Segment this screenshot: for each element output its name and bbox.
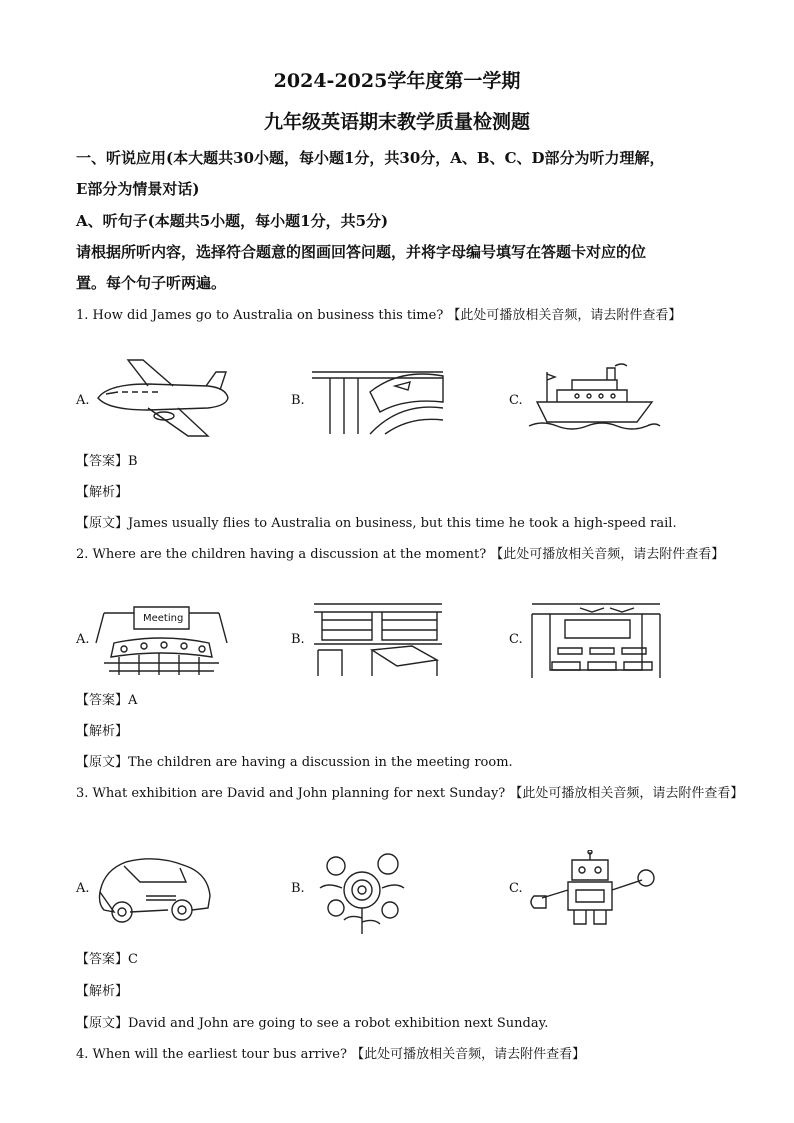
question-2: 2. Where are the children having a discussion at the moment? 【此处可播放相关音频，请去附件查看】 xyxy=(76,547,725,562)
instructions-cont: 置。每个句子听两遍。 xyxy=(76,274,227,292)
option-a-label: A. xyxy=(76,632,90,647)
transcript-1: 【原文】James usually flies to Australia on business, but this time he took a high-speed rail. xyxy=(76,516,677,531)
section-heading: 一、听说应用(本大题共30小题，每小题1分，共30分，A、B、C、D部分为听力理解， xyxy=(76,149,665,167)
option-c-label: C. xyxy=(509,632,523,647)
option-b-label: B. xyxy=(291,393,305,408)
airplane-icon xyxy=(88,358,233,440)
analysis-3: 【解析】 xyxy=(76,984,129,999)
part-a-heading: A、听句子(本题共5小题，每小题1分，共5分) xyxy=(76,212,389,230)
instructions: 请根据所听内容，选择符合题意的图画回答问题，并将字母编号填写在答题卡对应的位 xyxy=(76,243,647,261)
option-b-label: B. xyxy=(291,881,305,896)
option-b-label: B. xyxy=(291,632,305,647)
ship-icon xyxy=(527,362,662,432)
robot-icon xyxy=(528,850,662,930)
answer-1: 【答案】B xyxy=(76,454,138,469)
meeting-sign: Meeting xyxy=(143,613,184,624)
option-c-label: C. xyxy=(509,881,523,896)
option-a-label: A. xyxy=(76,393,90,408)
option-c-label: C. xyxy=(509,393,523,408)
answer-3: 【答案】C xyxy=(76,952,138,967)
question-3: 3. What exhibition are David and John planning for next Sunday? 【此处可播放相关音频，请去附件查看】 xyxy=(76,786,744,801)
high-speed-train-icon xyxy=(310,362,445,436)
answer-2: 【答案】A xyxy=(76,693,138,708)
question-4: 4. When will the earliest tour bus arrive? 【此处可播放相关音频，请去附件查看】 xyxy=(76,1047,586,1062)
analysis-2: 【解析】 xyxy=(76,724,129,739)
library-icon xyxy=(312,600,444,678)
transcript-2: 【原文】The children are having a discussion in the meeting room. xyxy=(76,755,513,770)
section-heading-cont: E部分为情景对话) xyxy=(76,180,200,198)
classroom-icon xyxy=(530,600,662,680)
sports-car-icon xyxy=(96,852,214,926)
exam-title: 2024-2025学年度第一学期 xyxy=(273,70,521,92)
flower-icon xyxy=(314,848,410,936)
analysis-1: 【解析】 xyxy=(76,485,129,500)
question-1: 1. How did James go to Australia on business this time? 【此处可播放相关音频，请去附件查看】 xyxy=(76,308,682,323)
exam-subtitle: 九年级英语期末教学质量检测题 xyxy=(263,111,530,133)
option-a-label: A. xyxy=(76,881,90,896)
transcript-3: 【原文】David and John are going to see a robot exhibition next Sunday. xyxy=(76,1016,549,1031)
